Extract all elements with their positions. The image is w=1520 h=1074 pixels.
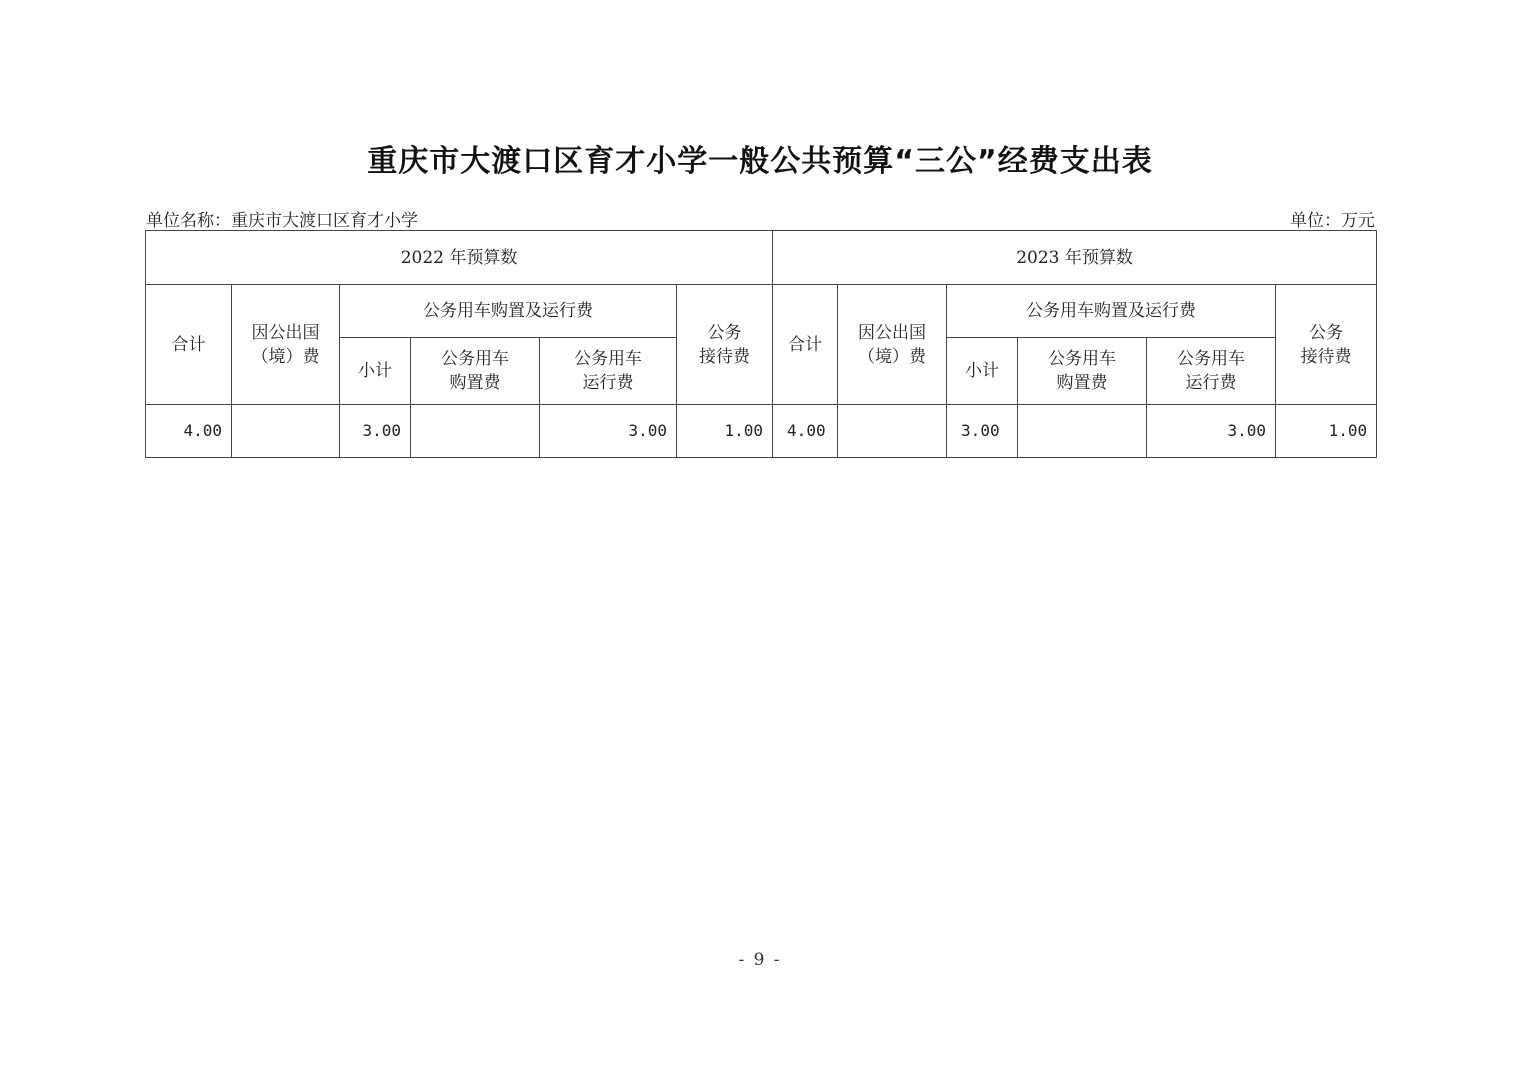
page-title: 重庆市大渡口区育才小学一般公共预算“三公”经费支出表 [367,144,1153,179]
value-vehicle-purchase-2022 [411,405,540,458]
header-total-2022: 合计 [146,285,232,405]
year-2022-header: 2022 年预算数 [146,231,773,285]
year-header-row [146,231,1377,285]
value-vehicle-operation-2022: 3.00 [540,405,677,458]
header-abroad-2023 [838,285,947,405]
header-reception-2022 [677,285,773,405]
header-vehicle-operation-line1: 公务用车 [1177,349,1246,369]
header-total-2023: 合计 [773,285,838,405]
value-abroad-2023 [838,405,947,458]
header-reception-line2: 接待费 [699,346,751,367]
header-vehicle-group-2022: 公务用车购置及运行费 [340,285,677,338]
category-header-row [146,285,1377,338]
header-reception-line1: 公务 [1309,322,1344,343]
header-abroad-2022 [232,285,340,405]
header-abroad-line1: 因公出国 [251,322,320,343]
header-vehicle-group-2023: 公务用车购置及运行费 [947,285,1276,338]
value-reception-2023: 1.00 [1276,405,1377,458]
value-reception-2022: 1.00 [677,405,773,458]
header-vehicle-purchase-line2: 购置费 [449,373,501,393]
header-subtotal-2023: 小计 [947,338,1018,405]
header-vehicle-operation-2022 [540,338,677,405]
value-total-2023: 4.00 [773,405,838,458]
header-reception-line2: 接待费 [1300,346,1352,367]
expense-table [145,230,1377,458]
header-subtotal-2022: 小计 [340,338,411,405]
year-2023-header: 2023 年预算数 [773,231,1377,285]
value-subtotal-2022: 3.00 [340,405,411,458]
value-subtotal-2023: 3.00 [947,405,1018,458]
header-reception-2023 [1276,285,1377,405]
header-abroad-line1: 因公出国 [858,322,927,343]
value-total-2022: 4.00 [146,405,232,458]
header-vehicle-purchase-2023 [1018,338,1147,405]
value-vehicle-operation-2023: 3.00 [1147,405,1276,458]
header-vehicle-purchase-line1: 公务用车 [441,349,509,369]
value-abroad-2022 [232,405,340,458]
header-vehicle-operation-line1: 公务用车 [574,349,642,369]
header-vehicle-purchase-line1: 公务用车 [1048,349,1117,369]
value-vehicle-purchase-2023 [1018,405,1147,458]
header-abroad-line2: （境）费 [251,346,320,367]
header-vehicle-operation-line2: 运行费 [1185,373,1237,393]
header-vehicle-purchase-line2: 购置费 [1056,373,1108,393]
header-vehicle-operation-2023 [1147,338,1276,405]
unit-of-measure: 单位：万元 [1290,211,1375,231]
header-abroad-line2: （境）费 [858,346,927,367]
header-reception-line1: 公务 [707,322,742,343]
header-vehicle-purchase-2022 [411,338,540,405]
header-vehicle-operation-line2: 运行费 [582,373,634,393]
page-number: - 9 - [738,950,782,970]
table-row [146,405,1377,458]
unit-name: 单位名称：重庆市大渡口区育才小学 [146,211,418,231]
